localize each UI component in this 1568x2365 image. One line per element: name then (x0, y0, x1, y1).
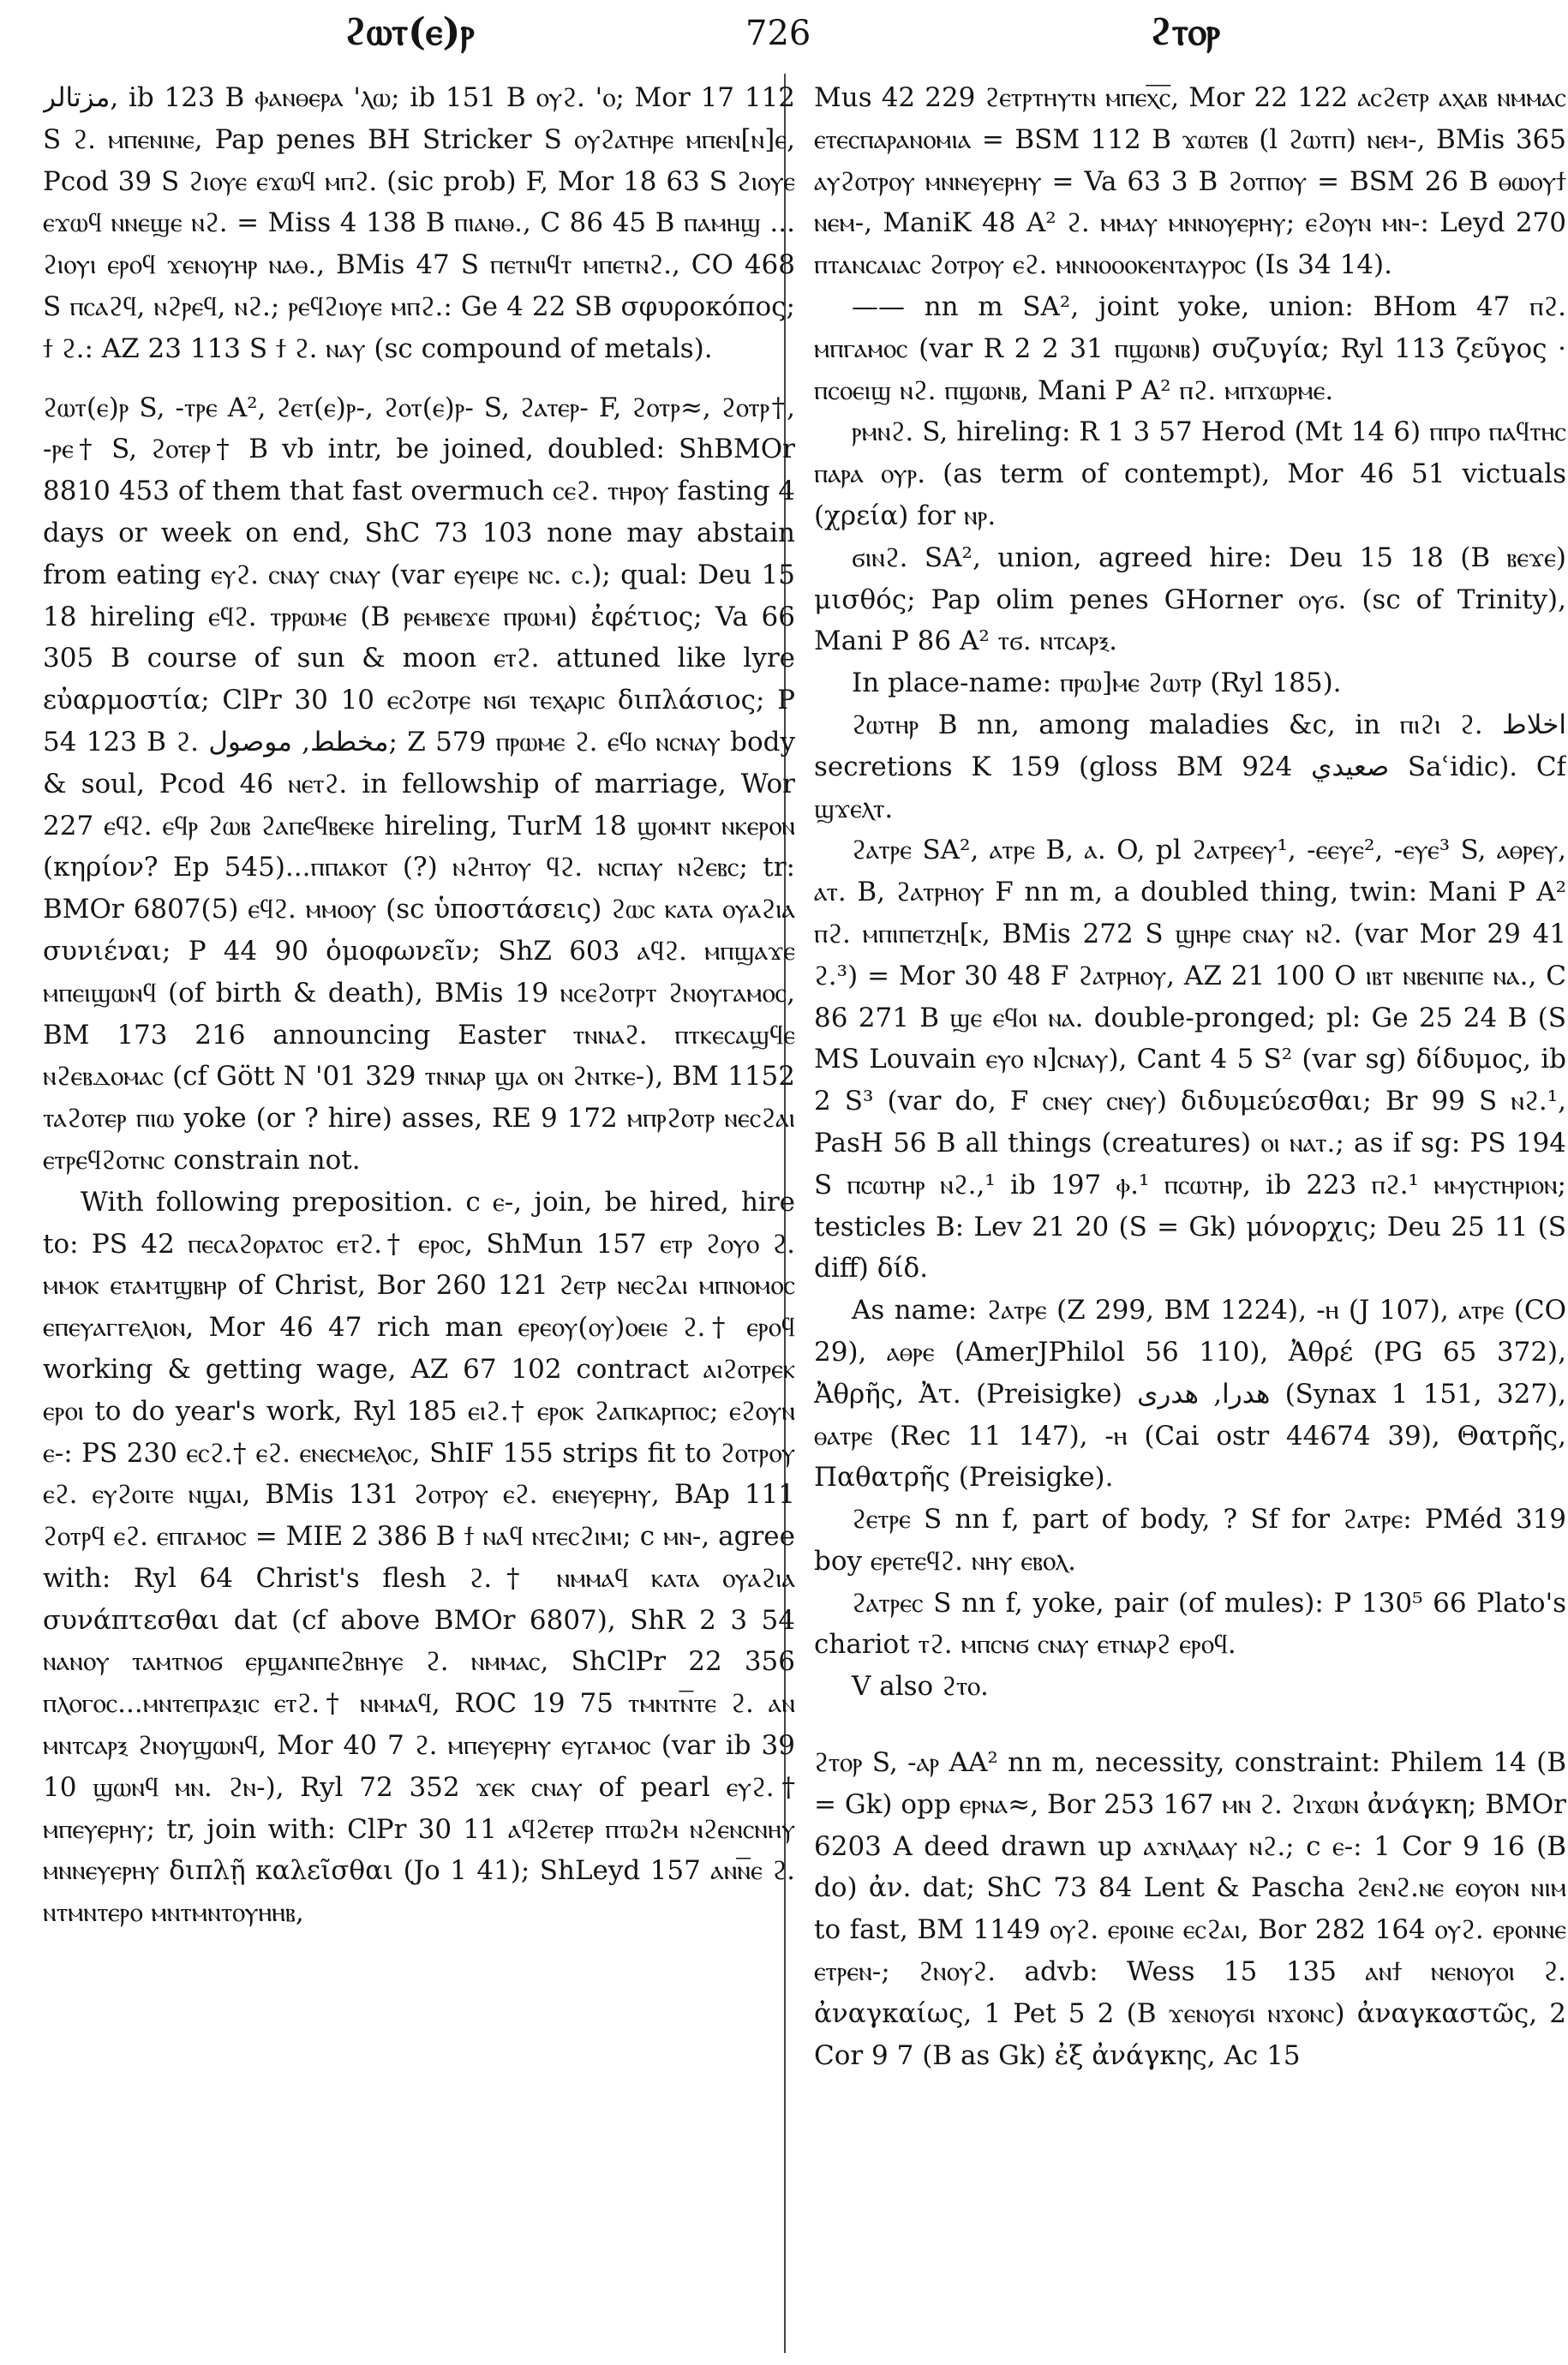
subentry-hetre: ϩⲉⲧⲣⲉ S nn f, part of body, ? Sf for ϩⲁⲧⲣⲉ: PMéd 319 boy ⲉⲣⲉⲧⲉϥϩ. ⲛⲏⲩ ⲉⲃⲟⲗ. (814, 1504, 1566, 1577)
left-column (43, 77, 795, 2348)
subentry-union: ϭⲓⲛϩ. SA², union, agreed hire: Deu 15 18 (B ⲃⲉϫⲉ) μισθός; Pap olim penes GHorner ⲟⲩϭ. (sc of Trinity), Mani P 86 A² ⲧϭ. ⲛⲧⲥⲁⲣⲝ. (814, 542, 1566, 657)
subentry-place-name: In place-name: ⲡⲣⲱ]ⲙⲉ ϩⲱⲧⲣ (Ryl 185). (852, 668, 1342, 699)
entry-continuation-right: Mus 42 229 ϩⲉⲧⲣⲧⲏⲩⲧⲛ ⲙⲡⲉⲭ̅ⲥ̅, Mor 22 122 ⲁⲥϩⲉⲧⲣ ⲁⲭⲁⲃ ⲛⲙⲙⲁⲥ ⲉⲧⲉⲥⲡⲁⲣⲁⲛⲟⲙⲓⲁ = BSM 112 B ϫⲱⲧⲉⲃ (l ϩⲱⲧⲡ) ⲛⲉⲙ-, BMis 365 ⲁⲩϩⲟⲧⲣⲟⲩ ⲙⲛⲛⲉⲩⲉⲣⲏⲩ = Va 63 3 B ϩⲟⲧⲡⲟⲩ = BSM 26 B ⲑⲱⲟⲩϯ ⲛⲉⲙ-, ManiK 48 A² ϩ. ⲙⲙⲁⲩ ⲙⲛⲛⲟⲩⲉⲣⲏⲩ; ⲉϩⲟⲩⲛ ⲙⲛ-: Leyd 270 ⲡⲧⲁⲛⲥⲁⲓⲁⲥ ϩⲟⲧⲣⲟⲩ ⲉϩ. ⲙⲛⲛⲟⲟⲟⲕⲉⲛⲧⲁⲩⲣⲟⲥ (Is 34 14). (814, 82, 1566, 281)
entry-hotr-main: ϩⲱⲧ(ⲉ)ⲣ S, -ⲧⲣⲉ A², ϩⲉⲧ(ⲉ)ⲣ-, ϩⲟⲧ(ⲉ)ⲣ- S, ϩⲁⲧⲉⲣ- F, ϩⲟⲧⲣ≈, ϩⲟⲧⲣ†, -ⲣⲉ† S, ϩⲟⲧⲉⲣ† B vb intr, be joined, doubled: ShBMOr 8810 453 of them that fast overmuch ⲥⲉϩ. ⲧⲏⲣⲟⲩ fasting 4 days or week on end, ShC 73 103 none may abstain from eating ⲉⲩϩ. ⲥⲛⲁⲩ ⲥⲛⲁⲩ (var ⲉⲩⲉⲓⲣⲉ ⲛⲥ. ⲥ.); qual: Deu 15 18 hireling ⲉϥϩ. ⲧⲣⲣⲱⲙⲉ (B ⲣⲉⲙⲃⲉϫⲉ ⲡⲣⲱⲙⲓ) ἐφέτιος; Va 66 305 B course of sun & moon ⲉⲧϩ. attuned like lyre εὐαρμοστία; ClPr 30 10 ⲉⲥϩⲟⲧⲣⲉ ⲛϭⲓ ⲧⲉⲭⲁⲣⲓⲥ διπλάσιος; P 54 123 B ϩ. ﻣﺨﻄﻂ, ﻣﻮﺻﻮﻝ; Z 579 ⲡⲣⲱⲙⲉ ϩ. ⲉϥⲟ ⲛⲥⲛⲁⲩ body & soul, Pcod 46 ⲛⲉⲧϩ. in fellowship of marriage, Wor 227 ⲉϥϩ. ⲉϥⲣ ϩⲱⲃ ϩⲁⲡⲉϥⲃⲉⲕⲉ hireling, TurM 18 ϣⲟⲙⲛⲧ ⲛⲕⲉⲣⲟⲛ (κηρίον? Ep 545)...ⲡⲡⲁⲕⲟⲧ (?) ⲛϩⲏⲧⲟⲩ ϥϩ. ⲛⲥⲡⲁⲩ ⲛϩⲉⲃⲥ; tr: BMOr 6807(5) ⲉϥϩ. ⲙⲙⲟⲟⲩ (sc ὑποστάσεις) ϩⲱⲥ ⲕⲁⲧⲁ ⲟⲩⲁϩⲓⲁ συνιέναι; P 44 90 ὁμοφωνεῖν; ShZ 603 ⲁϥϩ. ⲙⲡϣⲁϫⲉ ⲙⲡⲉⲓϣⲱⲛϥ (of birth & death), BMis 19 ⲛⲥⲉϩⲟⲧⲣⲧ ϩⲛⲟⲩⲅⲁⲙⲟⲥ, BM 173 216 announcing Easter ⲧⲛⲛⲁϩ. ⲡⲧⲕⲉⲥⲁϣϥⲉ ⲛϩⲉⲃⲇⲟⲙⲁⲥ (cf Gött N '01 329 ⲧⲛⲛⲁⲣ ϣⲁ ⲟⲛ ϩⲛⲧⲕⲉ-), BM 1152 ⲧⲁϩⲟⲧⲉⲣ ⲡⲓⲱ yoke (or ? hire) asses, RE 9 172 ⲙⲡⲣϩⲟⲧⲣ ⲛⲉⲥϩⲁⲓ ⲉⲧⲣⲉϥϩⲟⲧⲛⲥ constrain not. (43, 392, 795, 1176)
page-number: 726 (745, 14, 811, 53)
subentry-as-name: As name: ϩⲁⲧⲣⲉ (Z 299, BM 1224), -ⲏ (J 107), ⲁⲧⲣⲉ (CO 29), ⲁⲑⲣⲉ (AmerJPhilol 56 110), Ἀθρέ (PG 65 372), Ἀθρῆς, Ἀτ. (Preisigke) ﻫﺪﺭﺍ, ﻫﺪﺭﻯ (Synax 1 151, 327), ⲑⲁⲧⲣⲉ (Rec 11 147), -ⲏ (Cai ostr 44674 39), Θατρῆς, Παθατρῆς (Preisigke). (814, 1295, 1566, 1494)
subentry-hatres: ϩⲁⲧⲣⲉⲥ S nn f, yoke, pair (of mules): P 130⁵ 66 Plato's chariot ⲧϩ. ⲙⲡⲥⲛϭ ⲥⲛⲁⲩ ⲉⲧⲛⲁⲣϩ ⲉⲣⲟϥ. (814, 1587, 1566, 1661)
cross-reference: V also ϩⲧⲟ. (852, 1671, 989, 1703)
spacer (814, 1708, 1566, 1742)
subentry-hireling: ⲣⲙⲛϩ. S, hireling: R 1 3 57 Herod (Mt 14 6) ⲡⲡⲣⲟ ⲡⲁϥⲧⲏⲥ ⲡⲁⲣⲁ ⲟⲩⲣ. (as term of contempt), Mor 46 51 victuals (χρεία) for ⲛⲣ. (814, 416, 1566, 531)
entry-hotr-prepositions: With following preposition. c ⲉ-, join, be hired, hire to: PS 42 ⲡⲉⲥⲁϩⲟⲣⲁⲧⲟⲥ ⲉⲧϩ.† ⲉⲣⲟⲥ, ShMun 157 ⲉⲧⲣ ϩⲟⲩⲟ ϩ. ⲙⲙⲟⲕ ⲉⲧⲁⲙⲧϣⲃⲏⲣ of Christ, Bor 260 121 ϩⲉⲧⲣ ⲛⲉⲥϩⲁⲓ ⲙⲡⲛⲟⲙⲟⲥ ⲉⲡⲉⲩⲁⲅⲅⲉⲗⲓⲟⲛ, Mor 46 47 rich man ⲉⲣⲉⲟⲩ(ⲟⲩ)ⲟⲉⲓⲉ ϩ.† ⲉⲣⲟϥ working & getting wage, AZ 67 102 contract ⲁⲓϩⲟⲧⲣⲉⲕ ⲉⲣⲟⲓ to do year's work, Ryl 185 ⲉⲓϩ.† ⲉⲣⲟⲕ ϩⲁⲡⲕⲁⲣⲡⲟⲥ; ⲉϩⲟⲩⲛ ⲉ-: PS 230 ⲉⲥϩ.† ⲉϩ. ⲉⲛⲉⲥⲙⲉⲗⲟⲥ, ShIF 155 strips fit to ϩⲟⲧⲣⲟⲩ ⲉϩ. ⲉⲩϩⲟⲓⲧⲉ ⲛϣⲁⲓ, BMis 131 ϩⲟⲧⲣⲟⲩ ⲉϩ. ⲉⲛⲉⲩⲉⲣⲏⲩ, BAp 111 ϩⲟⲧⲣϥ ⲉϩ. ⲉⲡⲅⲁⲙⲟⲥ = MIE 2 386 B ϯ ⲛⲁϥ ⲛⲧⲉⲥϩⲓⲙⲓ; c ⲙⲛ-, agree with: Ryl 64 Christ's flesh ϩ.† ⲛⲙⲙⲁϥ ⲕⲁⲧⲁ ⲟⲩⲁϩⲓⲁ συνάπτεσθαι dat (cf above BMOr 6807), ShR 2 3 54 ⲛⲁⲛⲟⲩ ⲧⲁⲙⲧⲛⲟϭ ⲉⲣϣⲁⲛⲡⲉϩⲃⲏⲩⲉ ϩ. ⲛⲙⲙⲁⲥ, ShClPr 22 356 ⲡⲗⲟⲅⲟⲥ...ⲙⲛⲧⲉⲡⲣⲁⲝⲓⲥ ⲉⲧϩ.† ⲛⲙⲙⲁϥ, ROC 19 75 ⲧⲙⲛⲧⲛ̅ⲧⲉ ϩ. ⲁⲛ ⲙⲛⲧⲥⲁⲣⲝ ϩⲛⲟⲩϣⲱⲛϥ, Mor 40 7 ϩ. ⲙⲡⲉⲩⲉⲣⲏⲩ ⲉⲩⲅⲁⲙⲟⲥ (var ib 39 10 ϣⲱⲛϥ ⲙⲛ. ϩⲛ-), Ryl 72 352 ϫⲉⲕ ⲥⲛⲁⲩ of pearl ⲉⲩϩ.† ⲙⲡⲉⲩⲉⲣⲏⲩ; tr, join with: ClPr 30 11 ⲁϥϩⲉⲧⲉⲣ ⲡⲧⲱϩⲙ ⲛϩⲉⲛⲥⲛⲏⲩ ⲙⲛⲛⲉⲩⲉⲣⲏⲩ διπλῇ καλεῖσθαι (Jo 1 41); ShLeyd 157 ⲁⲛⲛ̅ⲉ ϩ. ⲛⲧⲙⲛⲧⲉⲣⲟ ⲙⲛⲧⲙⲛⲧⲟⲩⲏⲏⲃ, (43, 1186, 795, 1929)
subentry-hotir: ϩⲱⲧⲏⲣ B nn, among maladies &c, in ⲡⲓϩⲓ ϩ. ﺍﺧﻼﻁ secretions K 159 (gloss BM 924 ﺻﻌﻴﺪﻱ Saʿidic). Cf ϣϫⲉⲗⲧ. (814, 709, 1566, 824)
subentry-noun: —— nn m SA², joint yoke, union: BHom 47 ⲡϩ. ⲙⲡⲅⲁⲙⲟⲥ (var R 2 2 31 ⲡϣⲱⲛⲃ) συζυγία; Ryl 113 ζεῦγος · ⲡⲥⲟⲉⲓϣ ⲛϩ. ⲡϣⲱⲛⲃ, Mani P A² ⲡϩ. ⲙⲡϫⲱⲣⲙⲉ. (814, 290, 1566, 406)
right-running-headword: ϩⲧⲟⲣ (1150, 10, 1221, 54)
entry-continuation: ﻣﺰﺗﺎﻟﺮ, ib 123 B ⲫⲁⲛⲑⲉⲣⲁ 'ⲗⲱ; ib 151 B ⲟⲩϩ. 'ⲟ; Mor 17 112 S ϩ. ⲙⲡⲉⲛⲓⲛⲉ, Pap penes BH Stricker S ⲟⲩϩⲁⲧⲏⲣⲉ ⲙⲡⲉⲛ[ⲛ]ⲉ, Pcod 39 S ϩⲓⲟⲩⲉ ⲉϫⲱϥ ⲙⲡϩ. (sic prob) F, Mor 18 63 S ϩⲓⲟⲩⲉ ⲉϫⲱϥ ⲛⲛⲉϣⲉ ⲛϩ. = Miss 4 138 B ⲡⲓⲁⲛⲑ., C 86 45 B ⲡⲁⲙⲏϣ ... ϩⲓⲟⲩⲓ ⲉⲣⲟϥ ϫⲉⲛⲟⲩⲏⲣ ⲛⲁⲑ., BMis 47 S ⲡⲉⲧⲛⲓϥⲧ ⲙⲡⲉⲧⲛϩ., CO 468 S ⲡⲥⲁϩϥ, ⲛϩⲣⲉϥ, ⲛϩ.; ⲣⲉϥϩⲓⲟⲩⲉ ⲙⲡϩ.: Ge 4 22 SB σφυροκόπος; ϯ ϩ.: AZ 23 113 S ϯ ϩ. ⲛⲁⲩ (sc compound of metals). (43, 82, 795, 364)
right-column (814, 77, 1566, 2348)
subentry-hatre: ϩⲁⲧⲣⲉ SA², ⲁⲧⲣⲉ B, ⲁ. O, pl ϩⲁⲧⲣⲉⲉⲩ¹, -ⲉⲉⲩⲉ², -ⲉⲩⲉ³ S, ⲁⲑⲣⲉⲩ, ⲁⲧ. B, ϩⲁⲧⲣⲏⲟⲩ F nn m, a doubled thing, twin: Mani P A² ⲡϩ. ⲙⲡⲓⲡⲉⲧⲍⲏ[ⲕ, BMis 272 S ϣⲏⲣⲉ ⲥⲛⲁⲩ ⲛϩ. (var Mor 29 41 ϩ.³) = Mor 30 48 F ϩⲁⲧⲣⲏⲟⲩ, AZ 21 100 O ⲓⲃⲧ ⲛⲃⲉⲛⲓⲡⲉ ⲛⲁ., C 86 271 B ϣⲉ ⲉϥⲟⲓ ⲛⲁ. double-pronged; pl: Ge 25 24 B (S MS Louvain ⲉⲩⲟ ⲛ]ⲥⲛⲁⲩ), Cant 4 5 S² (var sg) δίδυμος, ib 2 S³ (var do, F ⲥⲛⲉⲩ ⲥⲛⲉⲩ) διδυμεύεσθαι; Br 99 S ⲛϩ.¹, PasH 56 B all things (creatures) ⲟⲓ ⲛⲁⲧ.; as if sg: PS 194 S ⲡⲥⲱⲧⲏⲣ ⲛϩ.,¹ ib 197 ⲫ.¹ ⲡⲥⲱⲧⲏⲣ, ib 223 ⲡϩ.¹ ⲙⲙⲩⲥⲧⲏⲣⲓⲟⲛ; testicles B: Lev 21 20 (S = Gk) μόνορχις; Deu 25 11 (S diff) δίδ. (814, 835, 1566, 1284)
spacer (43, 370, 795, 387)
left-running-headword: ϩⲱⲧ(ⲉ)ⲣ (344, 10, 475, 54)
entry-htor: ϩⲧⲟⲣ S, -ⲁⲣ AA² nn m, necessity, constraint: Philem 14 (B = Gk) opp ⲉⲣⲛⲁ≈, Bor 253 167 ⲙⲛ ϩ. ϩⲓϫⲱⲛ ἀνάγκη; BMOr 6203 A deed drawn up ⲁϫⲛⲗⲁⲁⲩ ⲛϩ.; c ⲉ-: 1 Cor 9 16 (B do) ἀν. dat; ShC 73 84 Lent & Pascha ϩⲉⲛϩ.ⲛⲉ ⲉⲟⲩⲟⲛ ⲛⲓⲙ to fast, BM 1149 ⲟⲩϩ. ⲉⲣⲟⲓⲛⲉ ⲉⲥϩⲁⲓ, Bor 282 164 ⲟⲩϩ. ⲉⲣⲟⲛⲛⲉ ⲉⲧⲣⲉⲛ-; ϩⲛⲟⲩϩ. advb: Wess 15 135 ⲁⲛϯ ⲛⲉⲛⲟⲩⲟⲓ ϩ. ἀναγκαίως, 1 Pet 5 2 (B ϫⲉⲛⲟⲩϭⲓ ⲛϫⲟⲛⲥ) ἀναγκαστῶς, 2 Cor 9 7 (B as Gk) ἐξ ἀνάγκης, Ac 15 (814, 1747, 1566, 2071)
